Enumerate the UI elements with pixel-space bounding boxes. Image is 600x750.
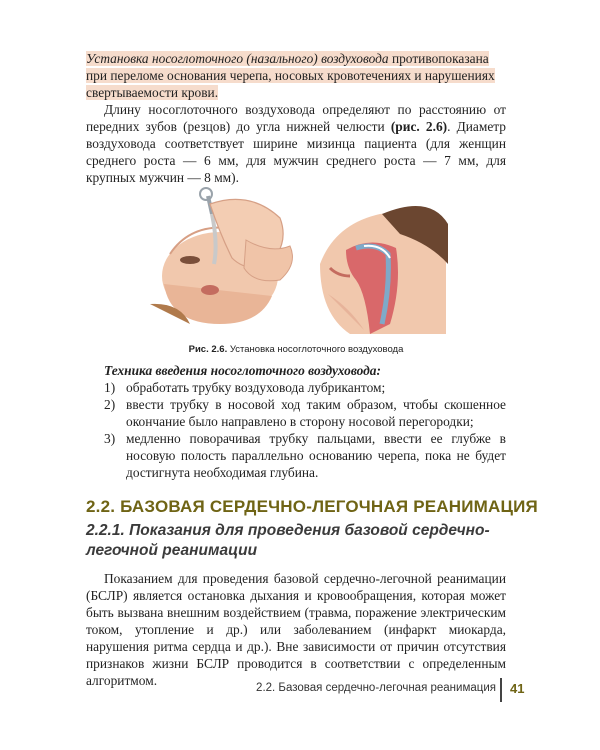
page-footer [0,678,600,702]
figure-nasal-airway-illustration [150,184,450,334]
step-number: 1) [104,380,116,395]
page-number: 41 [510,681,525,696]
step-text: обработать трубку воздуховода лубрикантом; [126,380,386,395]
list-item [104,379,506,396]
figure-caption-label: Рис. 2.6. [188,344,228,355]
step-number: 2) [104,397,116,412]
contraindication-subject: Установка носоглоточного (назального) воздуховода [86,51,389,66]
technique-title: Техника введения носоглоточного воздуховода: [104,363,381,378]
indications-paragraph [86,570,506,689]
subsection-heading: 2.2.1. Показания для проведения базовой сердечно-легочной реанимации [86,522,490,559]
list-item [104,396,506,430]
right-illustration [320,206,448,334]
step-text: ввести трубку в носовой ход таким образом, чтобы скошенное окончание было направлено в сторону носовой перегородки; [126,397,506,429]
left-illustration [150,188,292,324]
technique-steps [104,379,506,481]
airway-size-text-b: . Диаметр воздуховода соответствует ширине мизинца пациента (для женщин среднего роста — 6 мм, для мужчин среднего роста — 7 мм, для крупных мужчин — 8 мм). [86,119,506,185]
figure-caption [86,344,506,355]
footer-divider [500,678,502,702]
airway-size-text-a: Длину носоглоточного воздуховода определяют по расстоянию от передних зубов (резцов) до угла нижней челюсти [86,102,506,134]
contraindication-text: противопоказана при переломе основания черепа, носовых кровотечениях и нарушениях свертываемости крови. [86,51,495,100]
figure-caption-text: Установка носоглоточного воздуховода [227,344,404,355]
step-text: медленно поворачивая трубку пальцами, ввести ее глубже в носовую полость параллельно основанию черепа, пока не будет достигнута необходимая глубина. [126,431,506,480]
list-item [104,430,506,481]
contraindication-note [86,50,506,101]
section-heading: 2.2. БАЗОВАЯ СЕРДЕЧНО-ЛЕГОЧНАЯ РЕАНИМАЦИЯ [86,497,538,516]
airway-size-paragraph [86,101,506,186]
figure-reference: (рис. 2.6) [390,119,448,134]
indications-text: Показанием для проведения базовой сердечно-легочной реанимации (БСЛР) является остановка дыхания и кровообращения, которая может быть вызвана внешним воздействием (травма, поражение электрическим током, утопление и др.) или заболеванием (инфаркт миокарда, нарушения ритма сердца и др.). Вне зависимости от причин отсутствия признаков жизни БСЛР проводится в соответствии с определенным алгоритмом. [86,571,506,688]
step-number: 3) [104,431,116,446]
running-title: 2.2. Базовая сердечно-легочная реанимация [256,682,496,694]
